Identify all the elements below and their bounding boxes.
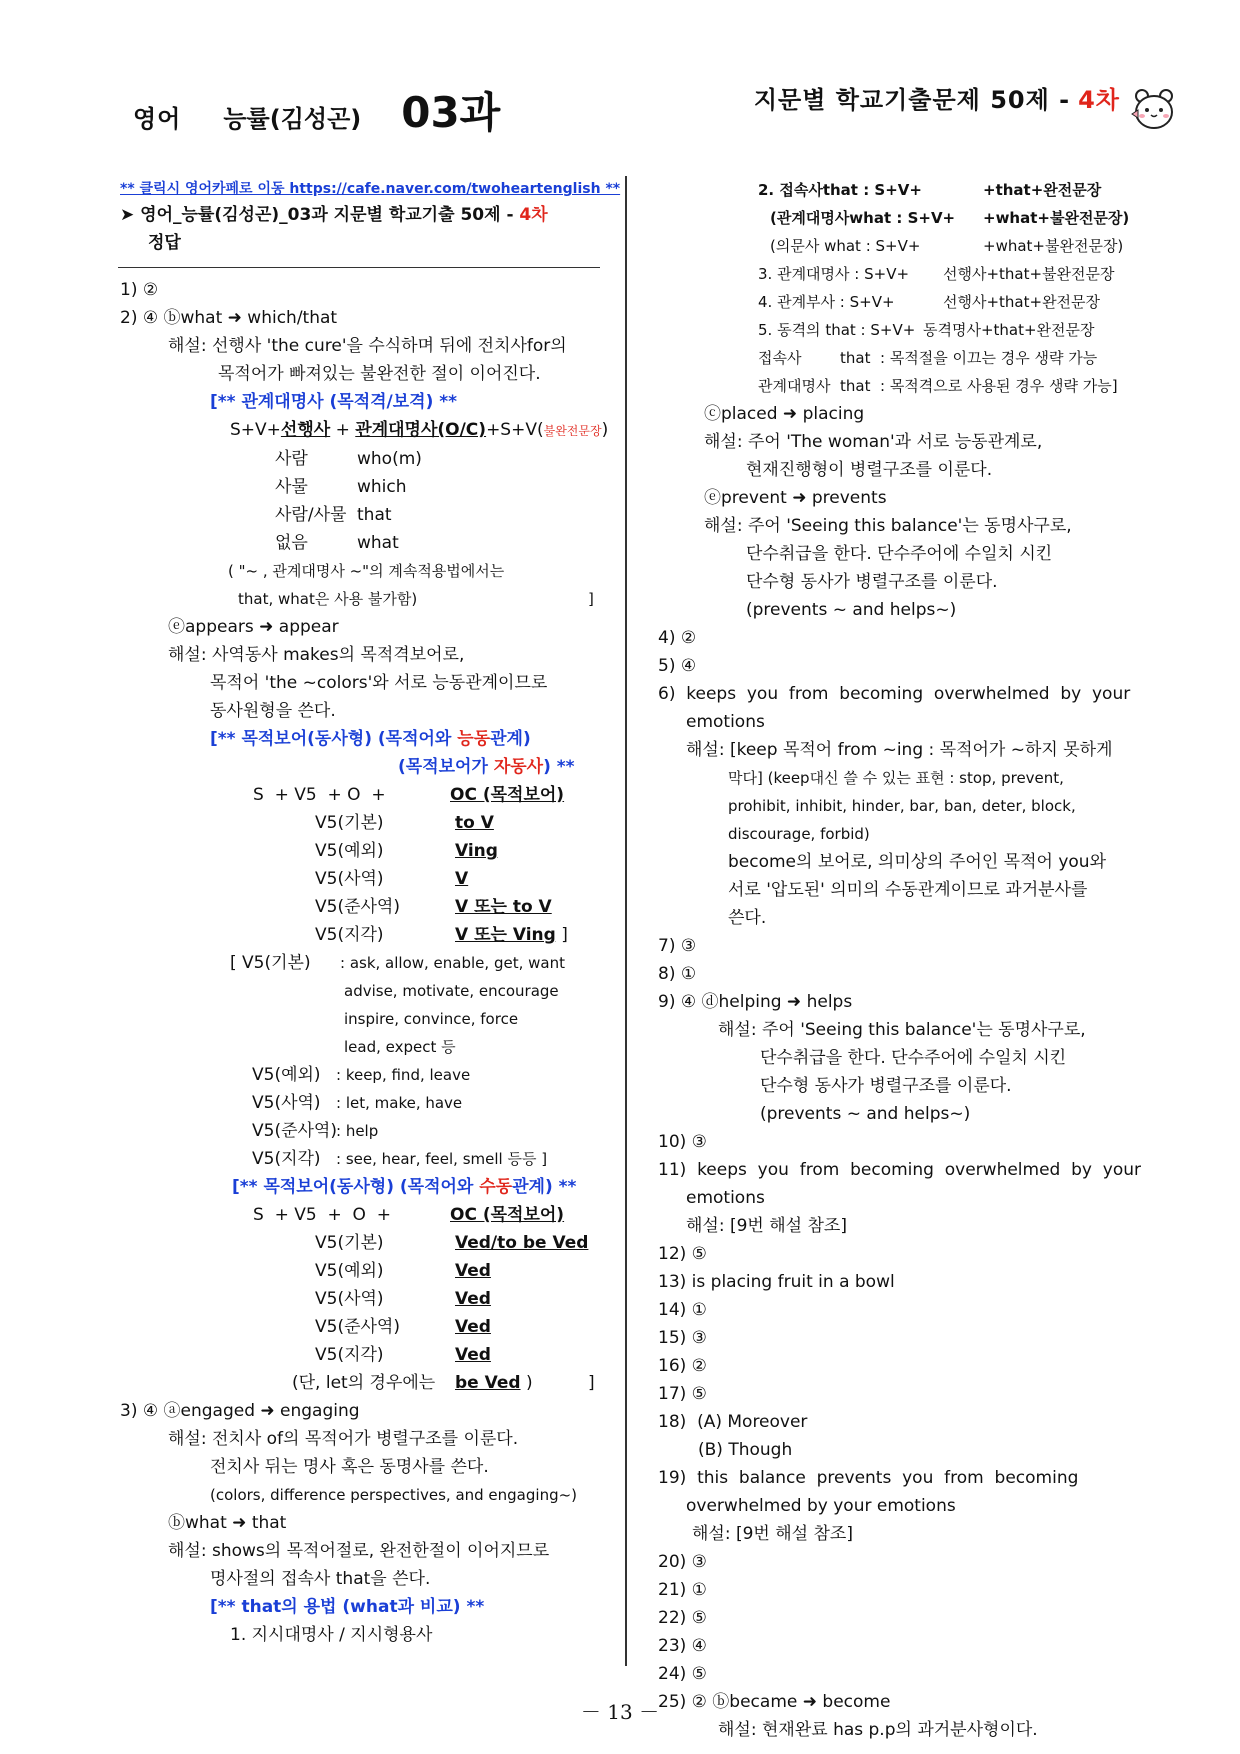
that-usage-title: [** that의 용법 (what과 비교) ** (210, 1597, 485, 1617)
oc-active-title: [** 목적보어(동사형) (목적어와 능동관계) (210, 729, 531, 749)
oc-passive-row: V5(지각) Ved (315, 1345, 491, 1365)
answer-9-exp: 해설: 주어 'Seeing this balance'는 동명사구로, (718, 1020, 1086, 1040)
answer-21: 21) ① (658, 1580, 707, 1600)
oc-passive-row: V5(예외) Ved (315, 1261, 491, 1281)
that-usage-2: 2. 접속사that : S+V+ +that+완전문장 (758, 181, 1102, 199)
answer-22: 22) ⑤ (658, 1608, 707, 1628)
answer-3-b: ⓑwhat ➜ that (168, 1513, 287, 1533)
answer-11-exp: 해설: [9번 해설 참조] (686, 1216, 847, 1236)
answer-4: 4) ② (658, 628, 697, 648)
relative-row: 사람 who(m) (275, 449, 422, 469)
verb-list: V5(준사역): help (252, 1121, 379, 1141)
answer-2-e-exp: 동사원형을 쓴다. (210, 701, 336, 721)
answer-c-exp: 현재진행형이 병렬구조를 이룬다. (746, 460, 993, 480)
verb-list: V5(예외) : keep, find, leave (252, 1065, 471, 1085)
answer-3-b-exp: 해설: shows의 목적어절로, 완전한절이 이어지므로 (168, 1541, 550, 1561)
header-round: 4차 (1078, 86, 1120, 114)
that-usage-2: (관계대명사what : S+V+ +what+불완전문장) (770, 209, 1130, 227)
relative-note: ( "~ , 관계대명사 ~"의 계속적용법에서는 (228, 562, 505, 580)
answer-9-exp: (prevents ~ and helps~) (760, 1104, 971, 1124)
answer-2-e-exp: 목적어 'the ~colors'와 서로 능동관계이므로 (210, 673, 548, 693)
answer-6: emotions (686, 712, 765, 732)
answer-6-exp: discourage, forbid) (728, 825, 870, 843)
answer-e-exp: 해설: 주어 'Seeing this balance'는 동명사구로, (704, 516, 1072, 536)
relative-row: 사물 which (275, 477, 407, 497)
answer-5: 5) ④ (658, 656, 697, 676)
answer-3-exp: 해설: 전치사 of의 목적어가 병렬구조를 이룬다. (168, 1429, 519, 1449)
answer-3-b-exp: 명사절의 접속사 that을 쓴다. (210, 1569, 431, 1589)
that-usage-7: 관계대명사 that : 목적격으로 사용된 경우 생략 가능] (758, 377, 1118, 395)
verb-list: advise, motivate, encourage (344, 982, 559, 1000)
answer-2: 2) ④ ⓑwhat ➜ which/that (120, 308, 338, 328)
oc-passive-head: S + V5 + O + OC (목적보어) (253, 1205, 565, 1225)
oc-active-row: V5(사역) V (315, 869, 469, 889)
answer-6: 6) keeps you from becoming overwhelmed by your (658, 684, 1131, 704)
answer-e: ⓔprevent ➜ prevents (704, 488, 887, 508)
answer-14: 14) ① (658, 1300, 707, 1320)
that-usage-2: (의문사 what : S+V+ +what+불완전문장) (770, 237, 1124, 255)
answer-6-exp: become의 보어로, 의미상의 주어인 목적어 you와 (728, 852, 1107, 872)
answer-e-exp: 단수취급을 한다. 단수주어에 수일치 시킨 (746, 544, 1053, 564)
answer-23: 23) ④ (658, 1636, 707, 1656)
answer-10: 10) ③ (658, 1132, 707, 1152)
answer-7: 7) ③ (658, 936, 697, 956)
verb-list: [ V5(기본) : ask, allow, enable, get, want (230, 953, 565, 973)
that-usage-3: 3. 관계대명사 : S+V+ 선행사+that+불완전문장 (758, 265, 1115, 283)
answer-3: 3) ④ ⓐengaged ➜ engaging (120, 1401, 360, 1421)
oc-active-row: V5(준사역) V 또는 to V (315, 897, 552, 917)
answer-8: 8) ① (658, 964, 697, 984)
oc-active-row: V5(지각) V 또는 Ving ] (315, 925, 568, 945)
subject-label: 영어 (133, 105, 182, 133)
that-usage-1: 1. 지시대명사 / 지시형용사 (230, 1625, 433, 1645)
answer-e-exp: 단수형 동사가 병렬구조를 이룬다. (746, 572, 998, 592)
answer-1: 1) ② (120, 280, 159, 300)
verb-list: V5(지각) : see, hear, feel, smell 등등 ] (252, 1149, 548, 1169)
answer-2-e: ⓔappears ➜ appear (168, 617, 339, 637)
answer-19-exp: 해설: [9번 해설 참조] (692, 1524, 853, 1544)
answer-17: 17) ⑤ (658, 1384, 707, 1404)
answer-19: 19) this balance prevents you from becoming (658, 1468, 1079, 1488)
answer-c: ⓒplaced ➜ placing (704, 404, 865, 424)
oc-active-row: V5(기본) to V (315, 813, 494, 833)
bear-mascot-icon (1128, 84, 1180, 136)
relative-row: 없음 what (275, 533, 399, 553)
answer-11: emotions (686, 1188, 765, 1208)
answer-24: 24) ⑤ (658, 1664, 707, 1684)
oc-active-title-2: (목적보어가 자동사) ** (398, 757, 575, 777)
oc-passive-note: (단, let의 경우에는 be Ved ) ] (292, 1373, 595, 1393)
relative-pronoun-title: [** 관계대명사 (목적격/보격) ** (210, 392, 458, 412)
answer-3-exp: (colors, difference perspectives, and engaging~) (210, 1486, 578, 1504)
verb-list: inspire, convince, force (344, 1010, 519, 1028)
answer-9: 9) ④ ⓓhelping ➜ helps (658, 992, 853, 1012)
header-title: 지문별 학교기출문제 50제 - (753, 86, 1071, 114)
that-usage-4: 4. 관계부사 : S+V+ 선행사+that+완전문장 (758, 293, 1101, 311)
answer-12: 12) ⑤ (658, 1244, 707, 1264)
answer-6-exp: 해설: [keep 목적어 from ~ing : 목적어가 ~하지 못하게 (686, 740, 1113, 760)
oc-passive-row: V5(준사역) Ved (315, 1317, 491, 1337)
answer-11: 11) keeps you from becoming overwhelmed by your (658, 1160, 1142, 1180)
relative-row: 사람/사물 that (275, 505, 392, 525)
answer-25-exp: 해설: 현재완료 has p.p의 과거분사형이다. (718, 1720, 1038, 1740)
oc-active-row: V5(예외) Ving (315, 841, 498, 861)
answer-18: (B) Though (698, 1440, 793, 1460)
answer-2-e-exp: 해설: 사역동사 makes의 목적격보어로, (168, 645, 465, 665)
answer-13: 13) is placing fruit in a bowl (658, 1272, 895, 1292)
answer-6-exp: 서로 '압도된' 의미의 수동관계이므로 과거분사를 (728, 880, 1088, 900)
book-label: 능률(김성곤) (223, 105, 362, 133)
verb-list: V5(사역) : let, make, have (252, 1093, 463, 1113)
answer-e-exp: (prevents ~ and helps~) (746, 600, 957, 620)
oc-passive-row: V5(기본) Ved/to be Ved (315, 1233, 589, 1253)
answer-9-exp: 단수취급을 한다. 단수주어에 수일치 시킨 (760, 1048, 1067, 1068)
relative-note: that, what은 사용 불가함) ] (238, 590, 594, 608)
doc-title-answer: 정답 (148, 233, 181, 253)
answer-3-exp: 전치사 뒤는 명사 혹은 동명사를 쓴다. (210, 1457, 489, 1477)
cafe-link[interactable]: ** 클릭시 영어카페로 이동 https://cafe.naver.com/twoheartenglish ** (120, 181, 621, 197)
oc-passive-row: V5(사역) Ved (315, 1289, 491, 1309)
answer-19: overwhelmed by your emotions (686, 1496, 956, 1516)
answer-2-exp: 목적어가 빠져있는 불완전한 절이 이어진다. (218, 364, 541, 384)
oc-passive-title: [** 목적보어(동사형) (목적어와 수동관계) ** (232, 1177, 577, 1197)
column-divider (625, 176, 627, 1666)
answer-15: 15) ③ (658, 1328, 707, 1348)
that-usage-5: 5. 동격의 that : S+V+ 동격명사+that+완전문장 (758, 321, 1095, 339)
answer-25: 25) ② ⓑbecame ➜ become (658, 1692, 891, 1712)
page-number: － 13 － (580, 1700, 660, 1724)
that-usage-6: 접속사 that : 목적절을 이끄는 경우 생략 가능 (758, 349, 1098, 367)
verb-list: lead, expect 등 (344, 1038, 456, 1056)
answer-2-exp: 해설: 선행사 'the cure'을 수식하며 뒤에 전치사for의 (168, 336, 567, 356)
doc-title: ➤ 영어_능률(김성곤)_03과 지문별 학교기출 50제 - (120, 205, 514, 225)
answer-20: 20) ③ (658, 1552, 707, 1572)
answer-18: 18) (A) Moreover (658, 1412, 808, 1432)
answer-6-exp: 막다] (keep대신 쓸 수 있는 표현 : stop, prevent, (728, 769, 1064, 787)
relative-formula: S+V+선행사 + 관계대명사(O/C)+S+V(불완전문장) (230, 420, 609, 440)
lesson-label: 03과 (401, 88, 501, 137)
left-column (120, 176, 621, 1649)
answer-6-exp: 쓴다. (728, 908, 767, 928)
header-right (754, 80, 1180, 140)
answer-16: 16) ② (658, 1356, 707, 1376)
doc-title-round: 4차 (519, 205, 548, 225)
oc-active-head: S + V5 + O + OC (목적보어) (253, 785, 565, 805)
header-left (133, 80, 500, 140)
title-divider (118, 267, 600, 268)
answer-c-exp: 해설: 주어 'The woman'과 서로 능동관계로, (704, 432, 1043, 452)
answer-9-exp: 단수형 동사가 병렬구조를 이룬다. (760, 1076, 1012, 1096)
answer-6-exp: prohibit, inhibit, hinder, bar, ban, deter, block, (728, 797, 1076, 815)
right-column (658, 176, 1142, 1744)
